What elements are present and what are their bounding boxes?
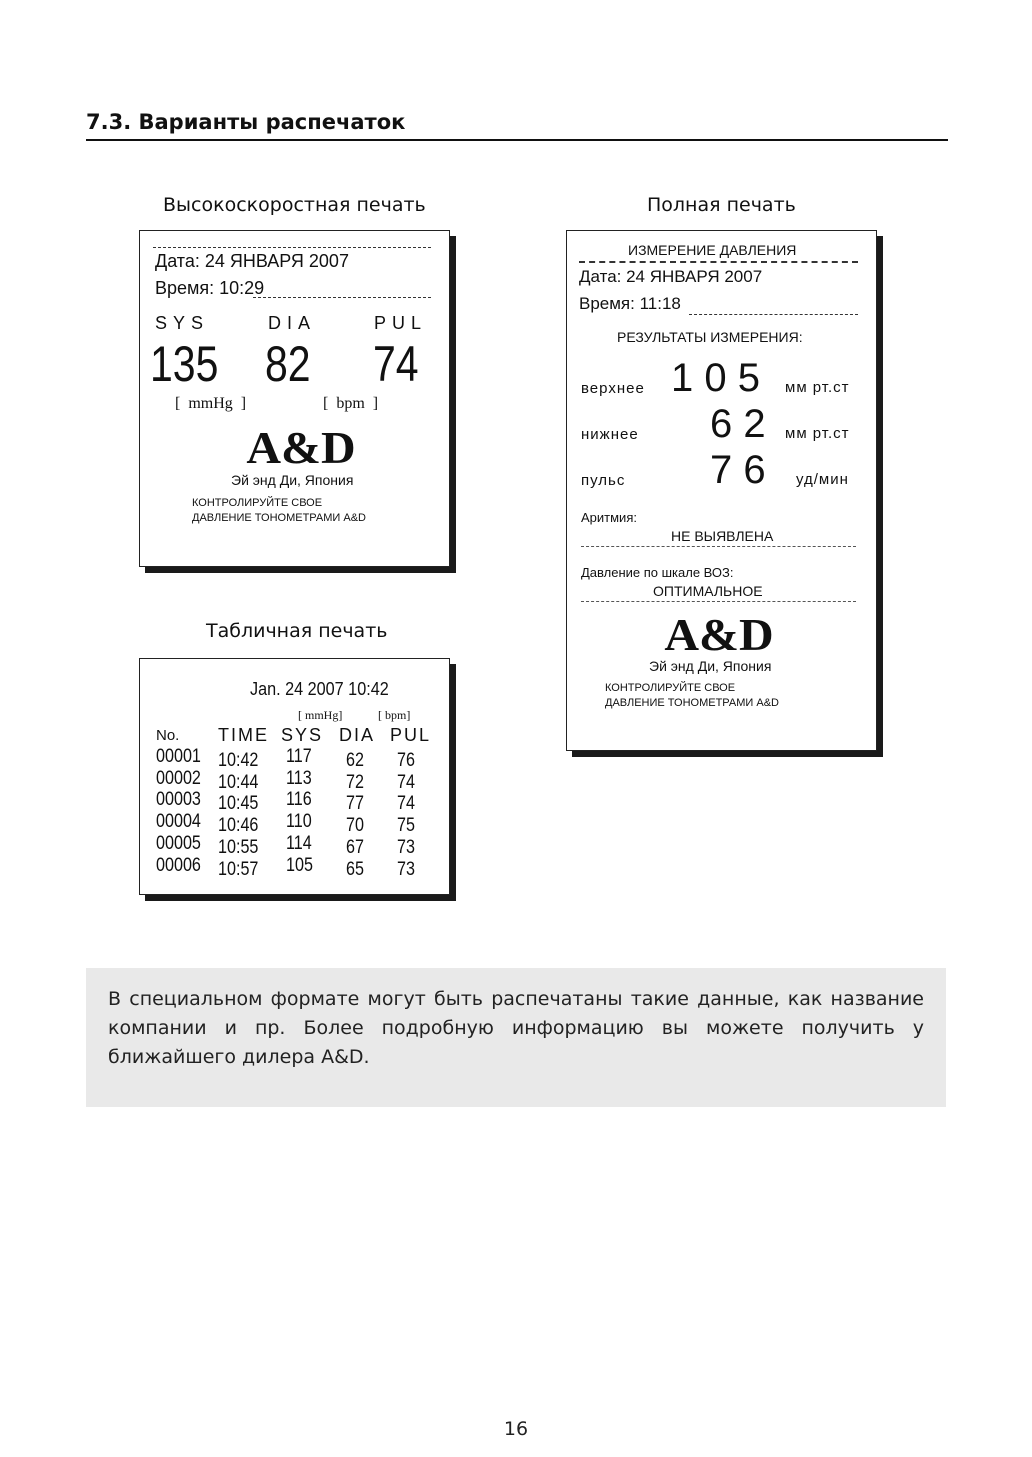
page-number: 16 [503,1418,529,1440]
tp-date-time: Jan. 24 2007 10:42 [250,679,389,699]
hs-slogan-2: ДАВЛЕНИЕ ТОНОМЕТРАМИ A&D [192,512,366,524]
and-logo-text: A&D [246,428,356,470]
and-logo-text: A&D [664,615,774,657]
tp-cell-pul: 76 [397,750,415,771]
hs-slogan-1: КОНТРОЛИРУЙТЕ СВОЕ [192,497,323,509]
tp-header-time: TIME [218,725,269,745]
note-text: В специальном формате могут быть распечатаны такие данные, как название компании и пр. Более подробную информацию вы можете получить у ближайшего дилера A&D. [108,988,924,1068]
tp-cell-dia: 62 [346,750,364,771]
fp-who-label: Давление по шкале ВОЗ: [581,565,734,580]
tp-cell-pul: 75 [397,815,415,837]
fp-company: Эй энд Ди, Япония [649,658,772,674]
section-title: 7.3. Варианты распечаток [86,110,406,134]
tp-header-sys: SYS [281,725,324,745]
fp-row-value-diastolic: 6 2 [710,402,766,446]
dashed-rule [689,314,858,315]
tp-cell-dia: 77 [346,793,364,815]
fp-title: ИЗМЕРЕНИЕ ДАВЛЕНИЯ [628,242,797,258]
tp-header-dia: DIA [339,725,376,745]
fp-row-label-pulse: пульс [581,472,626,489]
hs-value-pul: 74 [373,336,419,392]
tp-cell-time: 10:55 [218,836,259,858]
tp-cell-pul: 73 [397,836,415,858]
tp-cell-no: 00006 [156,854,201,876]
fp-row-unit-pulse: уд/мин [796,471,849,488]
and-logo [235,428,367,470]
tp-cell-time: 10:46 [218,815,259,837]
tp-unit-bpm: [ bpm] [378,708,411,722]
tp-cell-dia: 72 [346,771,364,793]
fp-row-label-diastolic: нижнее [581,426,639,443]
tp-cell-no: 00001 [156,746,201,767]
tp-cell-time: 10:42 [218,750,259,771]
and-logo [653,615,785,657]
tp-cell-time: 10:57 [218,858,259,880]
tp-unit-mmhg: [ mmHg] [298,708,343,722]
tp-header-pul: PUL [390,725,432,745]
hs-value-sys: 135 [150,336,219,392]
fp-row-label-systolic: верхнее [581,380,645,397]
tp-cell-time: 10:44 [218,771,259,793]
high-speed-receipt [139,230,450,567]
table-print-caption: Табличная печать [206,620,388,642]
tp-cell-sys: 117 [286,746,312,767]
fp-row-unit-diastolic: мм рт.ст [785,425,850,442]
tp-cell-no: 00003 [156,789,201,811]
hs-unit-bpm: [ bpm ] [323,395,379,412]
note-box [86,968,946,1107]
tp-cell-dia: 70 [346,815,364,837]
tp-cell-sys: 105 [286,854,313,876]
heading-rule [86,139,948,141]
tp-cell-pul: 73 [397,858,415,880]
fp-slogan-1: КОНТРОЛИРУЙТЕ СВОЕ [605,682,736,694]
hs-time: Время: 10:29 [155,278,265,298]
tp-cell-no: 00005 [156,832,201,854]
tp-cell-sys: 116 [286,789,312,811]
hs-label-dia: DIA [268,313,317,333]
tp-cell-dia: 65 [346,858,364,880]
fp-results-title: РЕЗУЛЬТАТЫ ИЗМЕРЕНИЯ: [617,329,803,345]
hs-value-dia: 82 [265,336,311,392]
tp-cell-pul: 74 [397,771,415,793]
fp-row-unit-systolic: мм рт.ст [785,379,850,396]
fp-date: Дата: 24 ЯНВАРЯ 2007 [579,267,763,286]
dashed-rule [581,546,856,547]
tp-header-no: No. [156,727,180,744]
hs-label-sys: SYS [155,313,210,333]
tp-cell-sys: 113 [286,767,312,789]
full-print-caption: Полная печать [647,194,796,216]
tp-cell-time: 10:45 [218,793,259,815]
fp-arrhythmia-label: Аритмия: [581,510,637,525]
fp-time: Время: 11:18 [579,294,681,313]
high-speed-caption: Высокоскоростная печать [163,194,426,216]
full-print-receipt [566,230,877,751]
tp-cell-sys: 110 [286,811,312,833]
hs-unit-mmhg: [ mmHg ] [175,395,247,412]
tp-cell-no: 00002 [156,767,201,789]
tp-cell-sys: 114 [286,832,312,854]
tp-cell-pul: 74 [397,793,415,815]
fp-slogan-2: ДАВЛЕНИЕ ТОНОМЕТРАМИ A&D [605,697,779,709]
fp-who-value: ОПТИМАЛЬНОЕ [653,583,763,599]
tp-cell-no: 00004 [156,811,201,833]
hs-date: Дата: 24 ЯНВАРЯ 2007 [155,251,349,271]
fp-row-value-pulse: 7 6 [710,448,766,492]
hs-company: Эй энд Ди, Япония [231,472,354,488]
dashed-rule [253,297,431,298]
hs-label-pul: PUL [374,313,428,333]
table-print-receipt [139,658,450,895]
fp-arrhythmia-value: НЕ ВЫЯВЛЕНА [671,528,774,544]
tp-cell-dia: 67 [346,836,364,858]
dashed-rule [581,601,856,602]
fp-row-value-systolic: 1 0 5 [671,356,760,400]
dashed-rule [579,261,858,263]
dashed-rule [153,247,431,248]
